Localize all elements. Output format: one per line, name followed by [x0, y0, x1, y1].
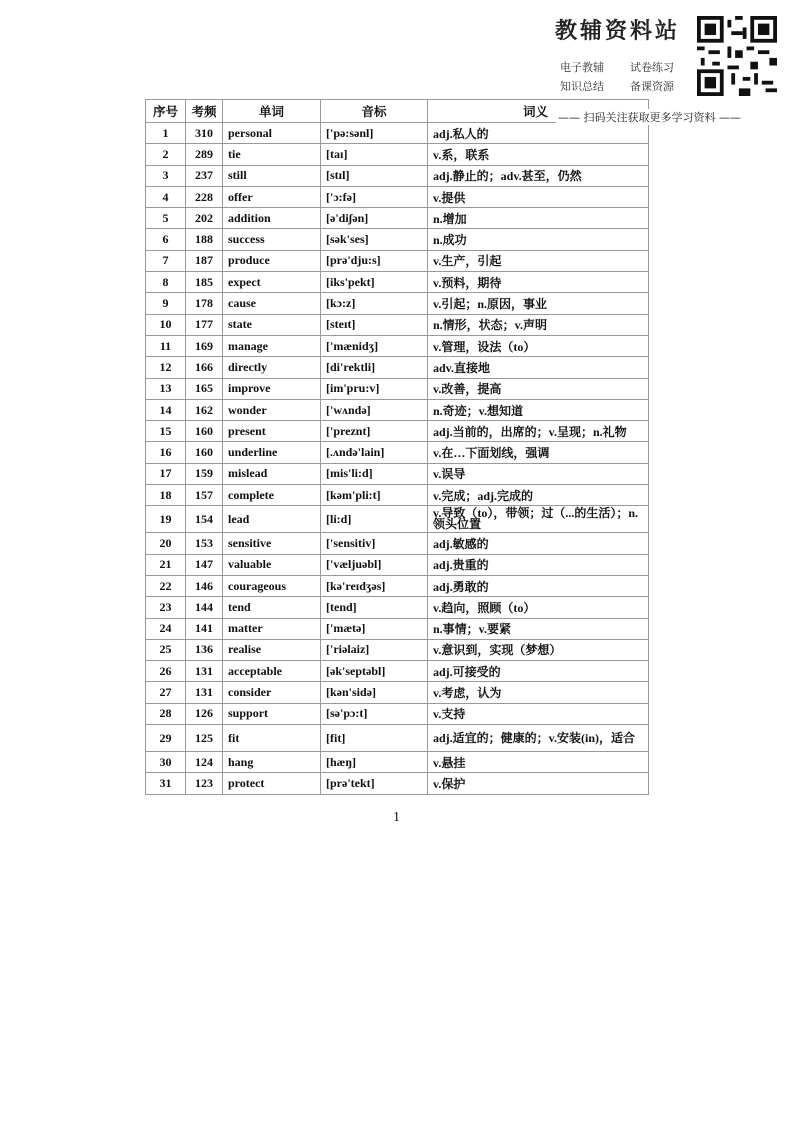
cell-meaning: v.提供 [428, 186, 649, 207]
table-row [146, 186, 649, 207]
table-row [146, 123, 649, 144]
table-row [146, 575, 649, 596]
cell-frequency: 237 [186, 165, 223, 186]
link-exercises[interactable]: 试卷练习 [630, 61, 674, 74]
cell-frequency: 162 [186, 399, 223, 420]
cell-phonetic: [taɪ] [321, 144, 428, 165]
cell-word: fit [223, 725, 321, 752]
table-row [146, 421, 649, 442]
cell-frequency: 185 [186, 272, 223, 293]
cell-phonetic: [kɔ:z] [321, 293, 428, 314]
cell-index: 6 [146, 229, 186, 250]
header-phonetic: 音标 [321, 100, 428, 123]
cell-word: underline [223, 442, 321, 463]
table-row [146, 682, 649, 703]
cell-frequency: 154 [186, 506, 223, 533]
table-row [146, 703, 649, 724]
cell-meaning: v.导致（to），带领；过（...的生活）；n.领头位置 [428, 506, 649, 533]
cell-phonetic: ['mænidʒ] [321, 335, 428, 356]
cell-word: present [223, 421, 321, 442]
cell-index: 16 [146, 442, 186, 463]
cell-index: 1 [146, 123, 186, 144]
cell-word: complete [223, 485, 321, 506]
cell-index: 3 [146, 165, 186, 186]
cell-index: 28 [146, 703, 186, 724]
table-row [146, 335, 649, 356]
cell-index: 17 [146, 463, 186, 484]
cell-frequency: 310 [186, 123, 223, 144]
cell-word: consider [223, 682, 321, 703]
cell-meaning: adj.可接受的 [428, 661, 649, 682]
cell-meaning: adj.贵重的 [428, 554, 649, 575]
link-ebooks[interactable]: 电子教辅 [560, 61, 604, 74]
cell-phonetic: [sə'pɔ:t] [321, 703, 428, 724]
cell-frequency: 126 [186, 703, 223, 724]
cell-frequency: 187 [186, 250, 223, 271]
cell-index: 20 [146, 533, 186, 554]
cell-phonetic: [iks'pekt] [321, 272, 428, 293]
cell-frequency: 165 [186, 378, 223, 399]
table-row [146, 639, 649, 660]
cell-meaning: v.预料，期待 [428, 272, 649, 293]
cell-phonetic: [kə'reɪdʒəs] [321, 575, 428, 596]
cell-word: tend [223, 597, 321, 618]
cell-index: 31 [146, 773, 186, 794]
cell-phonetic: ['preznt] [321, 421, 428, 442]
cell-frequency: 177 [186, 314, 223, 335]
cell-meaning: v.系，联系 [428, 144, 649, 165]
cell-phonetic: ['pə:sənl] [321, 123, 428, 144]
cell-index: 19 [146, 506, 186, 533]
table-row [146, 506, 649, 533]
cell-meaning: adj.敏感的 [428, 533, 649, 554]
cell-phonetic: [steɪt] [321, 314, 428, 335]
cell-phonetic: [tend] [321, 597, 428, 618]
table-row [146, 485, 649, 506]
cell-phonetic: [im'pru:v] [321, 378, 428, 399]
cell-frequency: 178 [186, 293, 223, 314]
cell-word: offer [223, 186, 321, 207]
cell-word: success [223, 229, 321, 250]
link-summaries[interactable]: 知识总结 [560, 80, 604, 93]
qr-code-icon [697, 16, 777, 96]
table-row [146, 229, 649, 250]
cell-index: 9 [146, 293, 186, 314]
cell-index: 26 [146, 661, 186, 682]
vocabulary-table [145, 99, 649, 795]
cell-word: courageous [223, 575, 321, 596]
cell-phonetic: [.ʌndə'lain] [321, 442, 428, 463]
cell-meaning: n.奇迹；v.想知道 [428, 399, 649, 420]
cell-frequency: 153 [186, 533, 223, 554]
cell-index: 27 [146, 682, 186, 703]
table-row [146, 144, 649, 165]
cell-phonetic: [ə'diʃən] [321, 208, 428, 229]
cell-index: 22 [146, 575, 186, 596]
cell-meaning: v.考虑，认为 [428, 682, 649, 703]
table-row [146, 597, 649, 618]
cell-meaning: v.意识到，实现（梦想） [428, 639, 649, 660]
table-row [146, 554, 649, 575]
table-row [146, 533, 649, 554]
cell-word: personal [223, 123, 321, 144]
cell-frequency: 160 [186, 421, 223, 442]
cell-index: 5 [146, 208, 186, 229]
cell-frequency: 136 [186, 639, 223, 660]
header-frequency: 考频 [186, 100, 223, 123]
cell-index: 21 [146, 554, 186, 575]
table-row [146, 208, 649, 229]
cell-meaning: n.事情；v.要紧 [428, 618, 649, 639]
header-meaning: 词义 [428, 100, 649, 123]
cell-phonetic: ['riəlaiz] [321, 639, 428, 660]
cell-word: tie [223, 144, 321, 165]
cell-phonetic: [prə'tekt] [321, 773, 428, 794]
cell-phonetic: ['væljuəbl] [321, 554, 428, 575]
table-row [146, 773, 649, 794]
cell-phonetic: [sək'ses] [321, 229, 428, 250]
cell-meaning: adj.静止的；adv.甚至，仍然 [428, 165, 649, 186]
header-word: 单词 [223, 100, 321, 123]
cell-word: directly [223, 357, 321, 378]
cell-phonetic: [ək'septəbl] [321, 661, 428, 682]
slogan: —— 扫码关注获取更多学习资料 —— [558, 111, 741, 124]
cell-meaning: n.情形，状态；v.声明 [428, 314, 649, 335]
table-row [146, 463, 649, 484]
brand-title: 教辅资料站 [555, 19, 681, 44]
cell-word: support [223, 703, 321, 724]
cell-meaning: v.保护 [428, 773, 649, 794]
cell-frequency: 141 [186, 618, 223, 639]
cell-phonetic: ['wʌndə] [321, 399, 428, 420]
cell-meaning: v.悬挂 [428, 752, 649, 773]
cell-word: addition [223, 208, 321, 229]
cell-frequency: 188 [186, 229, 223, 250]
cell-meaning: adj.当前的，出席的；v.呈现；n.礼物 [428, 421, 649, 442]
cell-word: still [223, 165, 321, 186]
cell-index: 25 [146, 639, 186, 660]
link-resources[interactable]: 备课资源 [630, 80, 674, 93]
table-row [146, 293, 649, 314]
cell-frequency: 131 [186, 682, 223, 703]
cell-frequency: 125 [186, 725, 223, 752]
cell-frequency: 147 [186, 554, 223, 575]
table-row [146, 399, 649, 420]
table-body [146, 123, 649, 795]
cell-phonetic: [prə'dju:s] [321, 250, 428, 271]
cell-meaning: adv.直接地 [428, 357, 649, 378]
cell-index: 15 [146, 421, 186, 442]
cell-frequency: 289 [186, 144, 223, 165]
cell-frequency: 146 [186, 575, 223, 596]
cell-index: 2 [146, 144, 186, 165]
cell-frequency: 228 [186, 186, 223, 207]
cell-index: 13 [146, 378, 186, 399]
cell-phonetic: [di'rektli] [321, 357, 428, 378]
cell-meaning: v.改善，提高 [428, 378, 649, 399]
cell-frequency: 123 [186, 773, 223, 794]
cell-meaning: v.生产，引起 [428, 250, 649, 271]
cell-word: matter [223, 618, 321, 639]
table-row [146, 250, 649, 271]
cell-phonetic: [stɪl] [321, 165, 428, 186]
cell-frequency: 131 [186, 661, 223, 682]
header-index: 序号 [146, 100, 186, 123]
cell-index: 8 [146, 272, 186, 293]
cell-phonetic: [kəm'pli:t] [321, 485, 428, 506]
cell-frequency: 160 [186, 442, 223, 463]
cell-meaning: adj.私人的 [428, 123, 649, 144]
cell-word: improve [223, 378, 321, 399]
cell-word: expect [223, 272, 321, 293]
cell-index: 18 [146, 485, 186, 506]
cell-word: realise [223, 639, 321, 660]
cell-index: 23 [146, 597, 186, 618]
cell-frequency: 159 [186, 463, 223, 484]
cell-phonetic: [hæŋ] [321, 752, 428, 773]
cell-word: cause [223, 293, 321, 314]
table-row [146, 357, 649, 378]
brand-links [560, 58, 700, 96]
cell-word: sensitive [223, 533, 321, 554]
cell-phonetic: [fit] [321, 725, 428, 752]
table-row [146, 618, 649, 639]
cell-index: 7 [146, 250, 186, 271]
cell-phonetic: ['sensitiv] [321, 533, 428, 554]
cell-word: protect [223, 773, 321, 794]
cell-word: hang [223, 752, 321, 773]
table-row [146, 661, 649, 682]
cell-frequency: 124 [186, 752, 223, 773]
cell-frequency: 144 [186, 597, 223, 618]
table-row [146, 314, 649, 335]
cell-meaning: n.成功 [428, 229, 649, 250]
table-row [146, 752, 649, 773]
cell-meaning: n.增加 [428, 208, 649, 229]
cell-frequency: 157 [186, 485, 223, 506]
cell-word: produce [223, 250, 321, 271]
cell-index: 12 [146, 357, 186, 378]
cell-frequency: 166 [186, 357, 223, 378]
cell-meaning: v.趋向，照顾（to） [428, 597, 649, 618]
cell-index: 24 [146, 618, 186, 639]
cell-meaning: v.在…下面划线，强调 [428, 442, 649, 463]
cell-word: acceptable [223, 661, 321, 682]
cell-phonetic: [mis'li:d] [321, 463, 428, 484]
table-row [146, 378, 649, 399]
cell-word: mislead [223, 463, 321, 484]
cell-phonetic: ['mætə] [321, 618, 428, 639]
cell-meaning: v.支持 [428, 703, 649, 724]
cell-phonetic: [li:d] [321, 506, 428, 533]
table-row [146, 272, 649, 293]
cell-index: 30 [146, 752, 186, 773]
cell-meaning: v.完成；adj.完成的 [428, 485, 649, 506]
cell-word: manage [223, 335, 321, 356]
cell-word: wonder [223, 399, 321, 420]
table-row [146, 442, 649, 463]
cell-meaning: adj.勇敢的 [428, 575, 649, 596]
cell-word: valuable [223, 554, 321, 575]
cell-frequency: 169 [186, 335, 223, 356]
cell-index: 14 [146, 399, 186, 420]
cell-index: 29 [146, 725, 186, 752]
cell-frequency: 202 [186, 208, 223, 229]
cell-meaning: v.引起；n.原因，事业 [428, 293, 649, 314]
table-row [146, 165, 649, 186]
cell-word: lead [223, 506, 321, 533]
cell-phonetic: [kən'sidə] [321, 682, 428, 703]
page-number: 1 [393, 810, 400, 825]
cell-phonetic: ['ɔ:fə] [321, 186, 428, 207]
cell-index: 11 [146, 335, 186, 356]
cell-word: state [223, 314, 321, 335]
table-row [146, 725, 649, 752]
cell-index: 4 [146, 186, 186, 207]
cell-meaning: adj.适宜的；健康的；v.安装(in)，适合 [428, 725, 649, 752]
cell-index: 10 [146, 314, 186, 335]
cell-meaning: v.管理，设法（to） [428, 335, 649, 356]
cell-meaning: v.误导 [428, 463, 649, 484]
